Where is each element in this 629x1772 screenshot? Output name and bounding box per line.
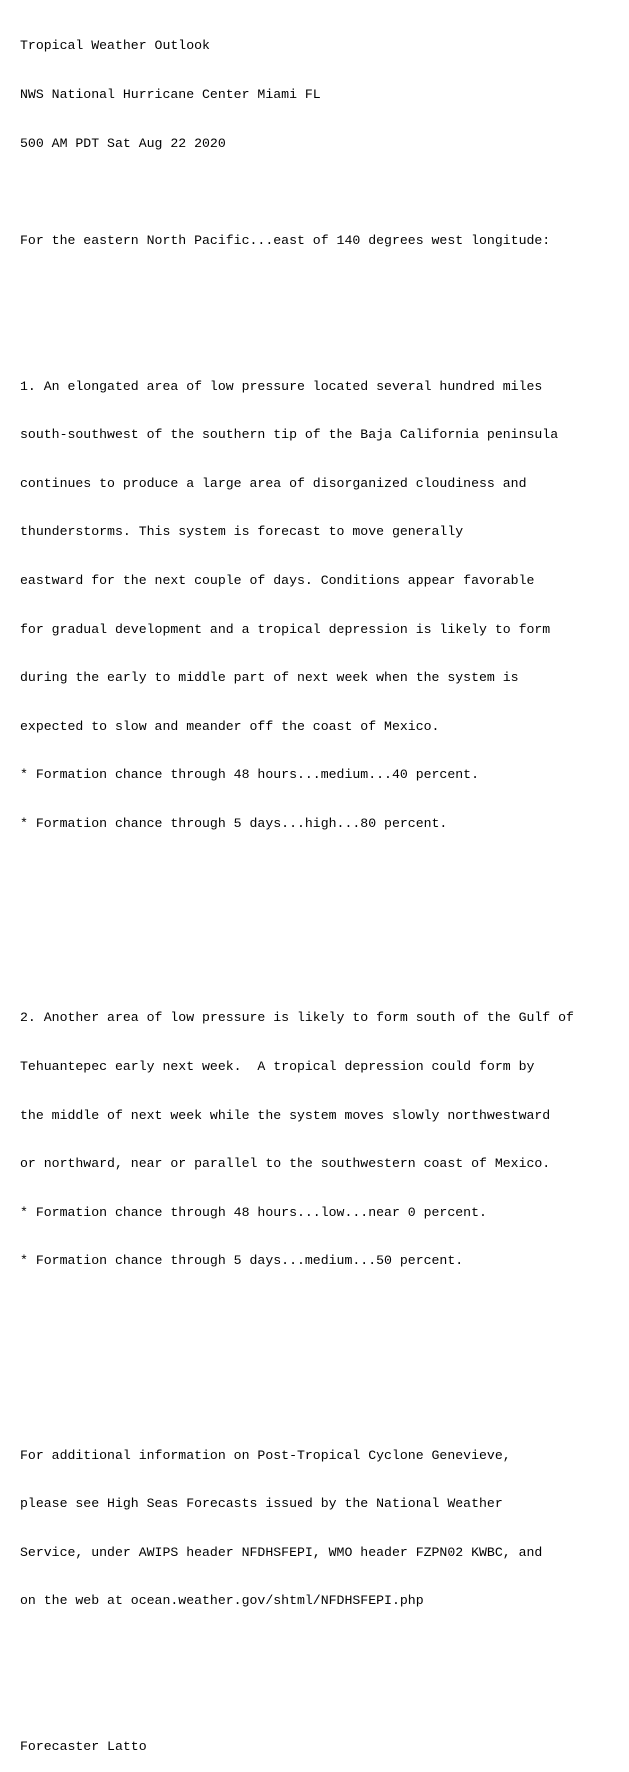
- spacer: [20, 913, 629, 929]
- additional-info-line: on the web at ocean.weather.gov/shtml/NFDHSFEPI.php: [20, 1593, 424, 1609]
- spacer: [20, 1351, 629, 1367]
- system-1-section: [20, 346, 629, 864]
- issuing-office: NWS National Hurricane Center Miami FL: [20, 87, 321, 102]
- forecaster-signature: Forecaster Latto: [20, 1739, 147, 1755]
- spacer: [20, 281, 629, 297]
- additional-info-line: please see High Seas Forecasts issued by the National Weather: [20, 1496, 503, 1512]
- system-1-line: for gradual development and a tropical depression is likely to form: [20, 621, 551, 637]
- system-1-line: thunderstorms. This system is forecast to move generally: [20, 524, 464, 540]
- system-2-section: [20, 978, 629, 1302]
- additional-info-line: Service, under AWIPS header NFDHSFEPI, WMO header FZPN02 KWBC, and: [20, 1544, 543, 1560]
- system-2-line: Tehuantepec early next week. A tropical depression could form by: [20, 1058, 535, 1074]
- issue-time: 500 AM PDT Sat Aug 22 2020: [20, 135, 226, 151]
- system-1-line: continues to produce a large area of disorganized cloudiness and: [20, 475, 527, 491]
- system-1-line: 1. An elongated area of low pressure located several hundred miles: [20, 378, 543, 394]
- system-1-chance-48h: * Formation chance through 48 hours...medium...40 percent.: [20, 767, 479, 783]
- system-1-line: expected to slow and meander off the coast of Mexico.: [20, 718, 440, 734]
- region-intro: For the eastern North Pacific...east of 140 degrees west longitude:: [20, 232, 551, 248]
- spacer: [20, 184, 629, 200]
- system-2-chance-48h: * Formation chance through 48 hours...low...near 0 percent.: [20, 1204, 487, 1220]
- system-1-line: during the early to middle part of next week when the system is: [20, 670, 519, 686]
- system-2-chance-5d: * Formation chance through 5 days...medium...50 percent.: [20, 1253, 464, 1269]
- additional-info-line: For additional information on Post-Tropical Cyclone Genevieve,: [20, 1447, 511, 1463]
- spacer: [20, 1691, 629, 1707]
- additional-info-section: [20, 1415, 629, 1642]
- system-1-line: south-southwest of the southern tip of the Baja California peninsula: [20, 427, 559, 443]
- system-1-chance-5d: * Formation chance through 5 days...high...80 percent.: [20, 815, 448, 831]
- system-2-line: 2. Another area of low pressure is likely to form south of the Gulf of: [20, 1010, 574, 1026]
- document-title: Tropical Weather Outlook: [20, 38, 210, 54]
- system-2-line: or northward, near or parallel to the southwestern coast of Mexico.: [20, 1156, 551, 1172]
- system-1-line: eastward for the next couple of days. Conditions appear favorable: [20, 572, 535, 588]
- system-2-line: the middle of next week while the system moves slowly northwestward: [20, 1107, 551, 1123]
